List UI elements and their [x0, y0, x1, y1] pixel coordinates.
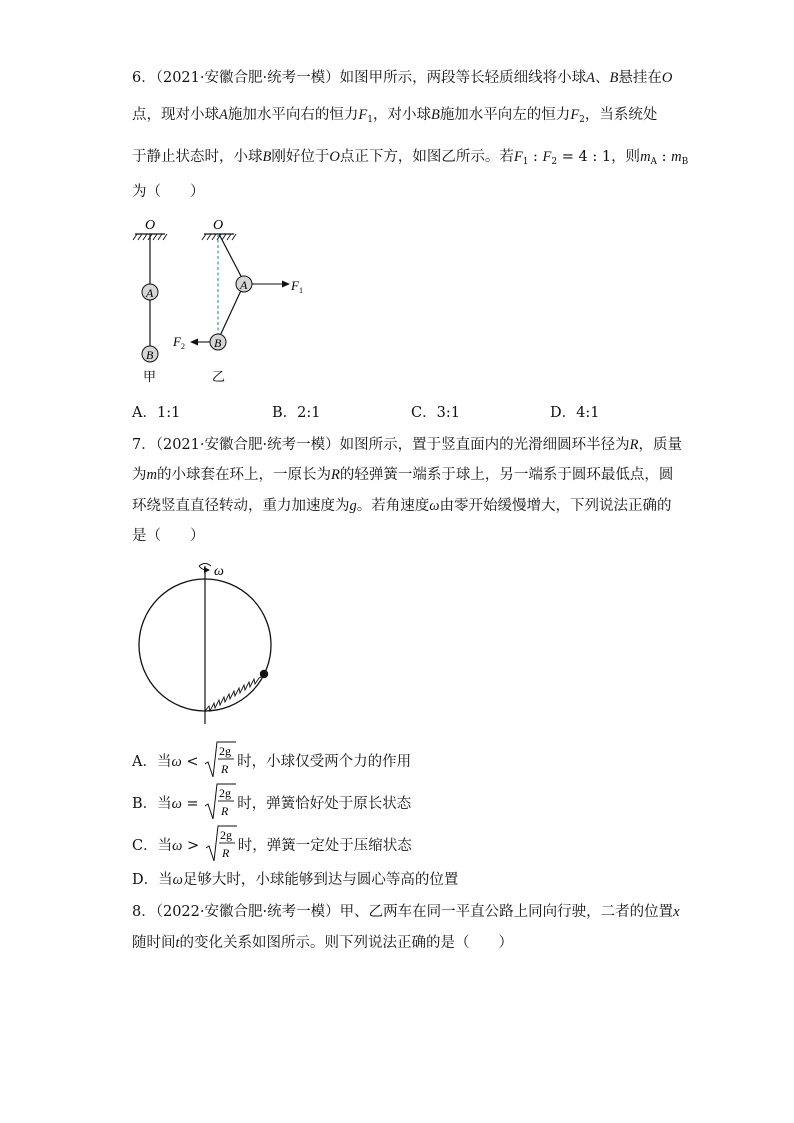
q6-text: ，当系统处	[584, 107, 658, 123]
svg-text:R: R	[221, 846, 230, 860]
q8-line-1	[132, 900, 680, 921]
point-o-label: O	[145, 218, 156, 233]
svg-text:A: A	[146, 286, 154, 300]
label-jia: 甲	[143, 370, 157, 385]
sub: 2	[551, 157, 558, 167]
q8-line-2	[132, 931, 513, 952]
sub: 1	[367, 115, 373, 125]
var-a: A	[219, 107, 228, 123]
q6-text: 于静止状态时，小球	[132, 149, 263, 165]
opt-text: D．当	[132, 872, 173, 888]
q6-text: 施加水平向左的恒力	[439, 107, 571, 123]
q7-text: 7．（2021·安徽合肥·统考一模）如图所示，置于竖直面内的光滑细圆环半径为	[132, 437, 630, 453]
q6-line-4: 为（ ）	[132, 184, 205, 200]
figure-yi	[172, 218, 303, 385]
var-f: F	[513, 149, 523, 165]
sqrt-2g-over-r	[204, 824, 238, 864]
var-t: t	[175, 935, 180, 951]
q7-text: 由零开始缓慢增大，下列说法正确的	[439, 498, 672, 514]
q8-text: 8．（2022·安徽合肥·统考一模）甲、乙两车在同一平直公路上同向行驶，二者的位置	[132, 904, 674, 920]
f2-sub: 2	[181, 342, 185, 351]
svg-text:B: B	[214, 336, 222, 350]
var-omega: ω	[172, 838, 183, 854]
svg-text:2g: 2g	[219, 828, 232, 842]
sub: B	[681, 157, 689, 167]
svg-text:R: R	[221, 804, 229, 818]
q6-line-3: 于静止状态时，小球B刚好位于O点正下方，如图乙所示。若$F_1$ : $F_2 = 4$ : 1，则$m_A$ : $m_B$	[132, 149, 689, 167]
opt-text: 足够大时，小球能够到达与圆心等高的位置	[182, 872, 459, 888]
opt-text: 时，弹簧恰好处于原长状态	[237, 796, 412, 812]
q8-text: 的变化关系如图所示。则下列说法正确的是（ ）	[179, 935, 514, 951]
figure-jia	[133, 218, 167, 385]
q6-option-c[interactable]: C．3:1	[411, 405, 460, 421]
q7-figure	[132, 560, 282, 725]
q7-option-c[interactable]	[132, 824, 412, 864]
q7-text: 。若角速度	[356, 498, 430, 514]
label-yi: 乙	[212, 370, 226, 385]
q6-text: 如图甲所示，两段等长轻质细线将小球	[339, 70, 587, 86]
var-b: B	[430, 107, 440, 123]
rel: >	[182, 838, 204, 854]
ball	[260, 670, 268, 678]
q6-figure	[125, 212, 325, 387]
var-g: g	[349, 498, 357, 514]
var-omega: ω	[172, 872, 183, 888]
var-omega: ω	[171, 754, 182, 770]
q7-option-a[interactable]	[132, 740, 411, 780]
q6-option-b[interactable]: B．2:1	[272, 405, 321, 421]
q7-line-4: 是（ ）	[132, 528, 205, 544]
q7-option-b[interactable]	[132, 782, 411, 822]
var-r: R	[330, 467, 340, 483]
var-b: B	[609, 70, 619, 86]
sep: :	[657, 149, 672, 165]
svg-text:F: F	[173, 334, 181, 349]
svg-text:O: O	[213, 218, 224, 233]
q7-text: ，质量	[638, 437, 682, 453]
q7-text: 环绕竖直直径转动，重力加速度为	[132, 498, 350, 514]
sub: 1	[522, 157, 529, 167]
svg-text:A: A	[240, 278, 248, 292]
q7-line-1	[132, 433, 682, 454]
var-r: R	[629, 437, 639, 453]
rel: =	[181, 796, 204, 812]
q6-text: ，则	[611, 149, 641, 165]
sqrt-2g-over-r	[203, 782, 237, 822]
ratio: = 4 : 1	[557, 149, 612, 165]
var-f: F	[542, 149, 552, 165]
svg-text:B: B	[146, 348, 154, 362]
q7-text: 为	[132, 467, 147, 483]
q7-line-2	[132, 463, 673, 484]
spring	[205, 676, 263, 711]
svg-text:R: R	[221, 762, 229, 776]
opt-text: C．当	[132, 838, 173, 854]
sub: 2	[579, 115, 585, 125]
var-o: O	[661, 70, 673, 86]
q6-text: 悬挂在	[618, 70, 662, 86]
q7-text: 的小球套在环上，一原长为	[156, 467, 331, 483]
q8-text: 随时间	[132, 935, 176, 951]
f1-sub: 1	[299, 286, 303, 295]
svg-text:2g: 2g	[219, 786, 232, 800]
var-b: B	[262, 149, 272, 165]
opt-text: A．当	[132, 754, 172, 770]
var-omega: ω	[429, 498, 440, 514]
arrow-f2	[190, 339, 198, 346]
var-m: m	[146, 467, 157, 483]
var-o: O	[329, 149, 340, 165]
var-a: A	[586, 70, 595, 86]
q6-option-a[interactable]: A．1:1	[132, 405, 181, 421]
arrow-f1	[282, 281, 290, 288]
q7-option-d[interactable]	[132, 868, 458, 889]
var-f: F	[358, 107, 368, 123]
q7-line-3	[132, 494, 672, 515]
svg-text:F: F	[291, 278, 299, 293]
q6-number: 6．	[132, 70, 156, 86]
var-omega: ω	[171, 796, 182, 812]
q6-line-1	[132, 66, 672, 87]
q6-source: （2021·安徽合肥·统考一模）	[155, 70, 340, 86]
var-f: F	[570, 107, 580, 123]
q6-text: 施加水平向右的恒力	[227, 107, 359, 123]
q6-text: 点，现对小球	[132, 107, 219, 123]
opt-text: 时，小球仅受两个力的作用	[237, 754, 412, 770]
q7-text: 的轻弹簧一端系于球上，另一端系于圆环最低点，圆	[339, 467, 674, 483]
q6-option-d[interactable]: D．4:1	[550, 405, 600, 421]
var-x: x	[673, 904, 680, 920]
sub: A	[650, 157, 658, 167]
sep: 、	[594, 70, 610, 86]
q6-text: 点正下方，如图乙所示。若	[339, 149, 514, 165]
rel: <	[181, 754, 204, 770]
svg-text:2g: 2g	[219, 744, 232, 758]
q6-text: 刚好位于	[271, 149, 330, 165]
opt-text: 时，弹簧一定处于压缩状态	[237, 838, 412, 854]
omega-label: ω	[214, 564, 224, 579]
sqrt-2g-over-r	[203, 740, 237, 780]
q6-line-2	[132, 103, 657, 125]
q6-text: ，对小球	[372, 107, 431, 123]
opt-text: B．当	[132, 796, 172, 812]
